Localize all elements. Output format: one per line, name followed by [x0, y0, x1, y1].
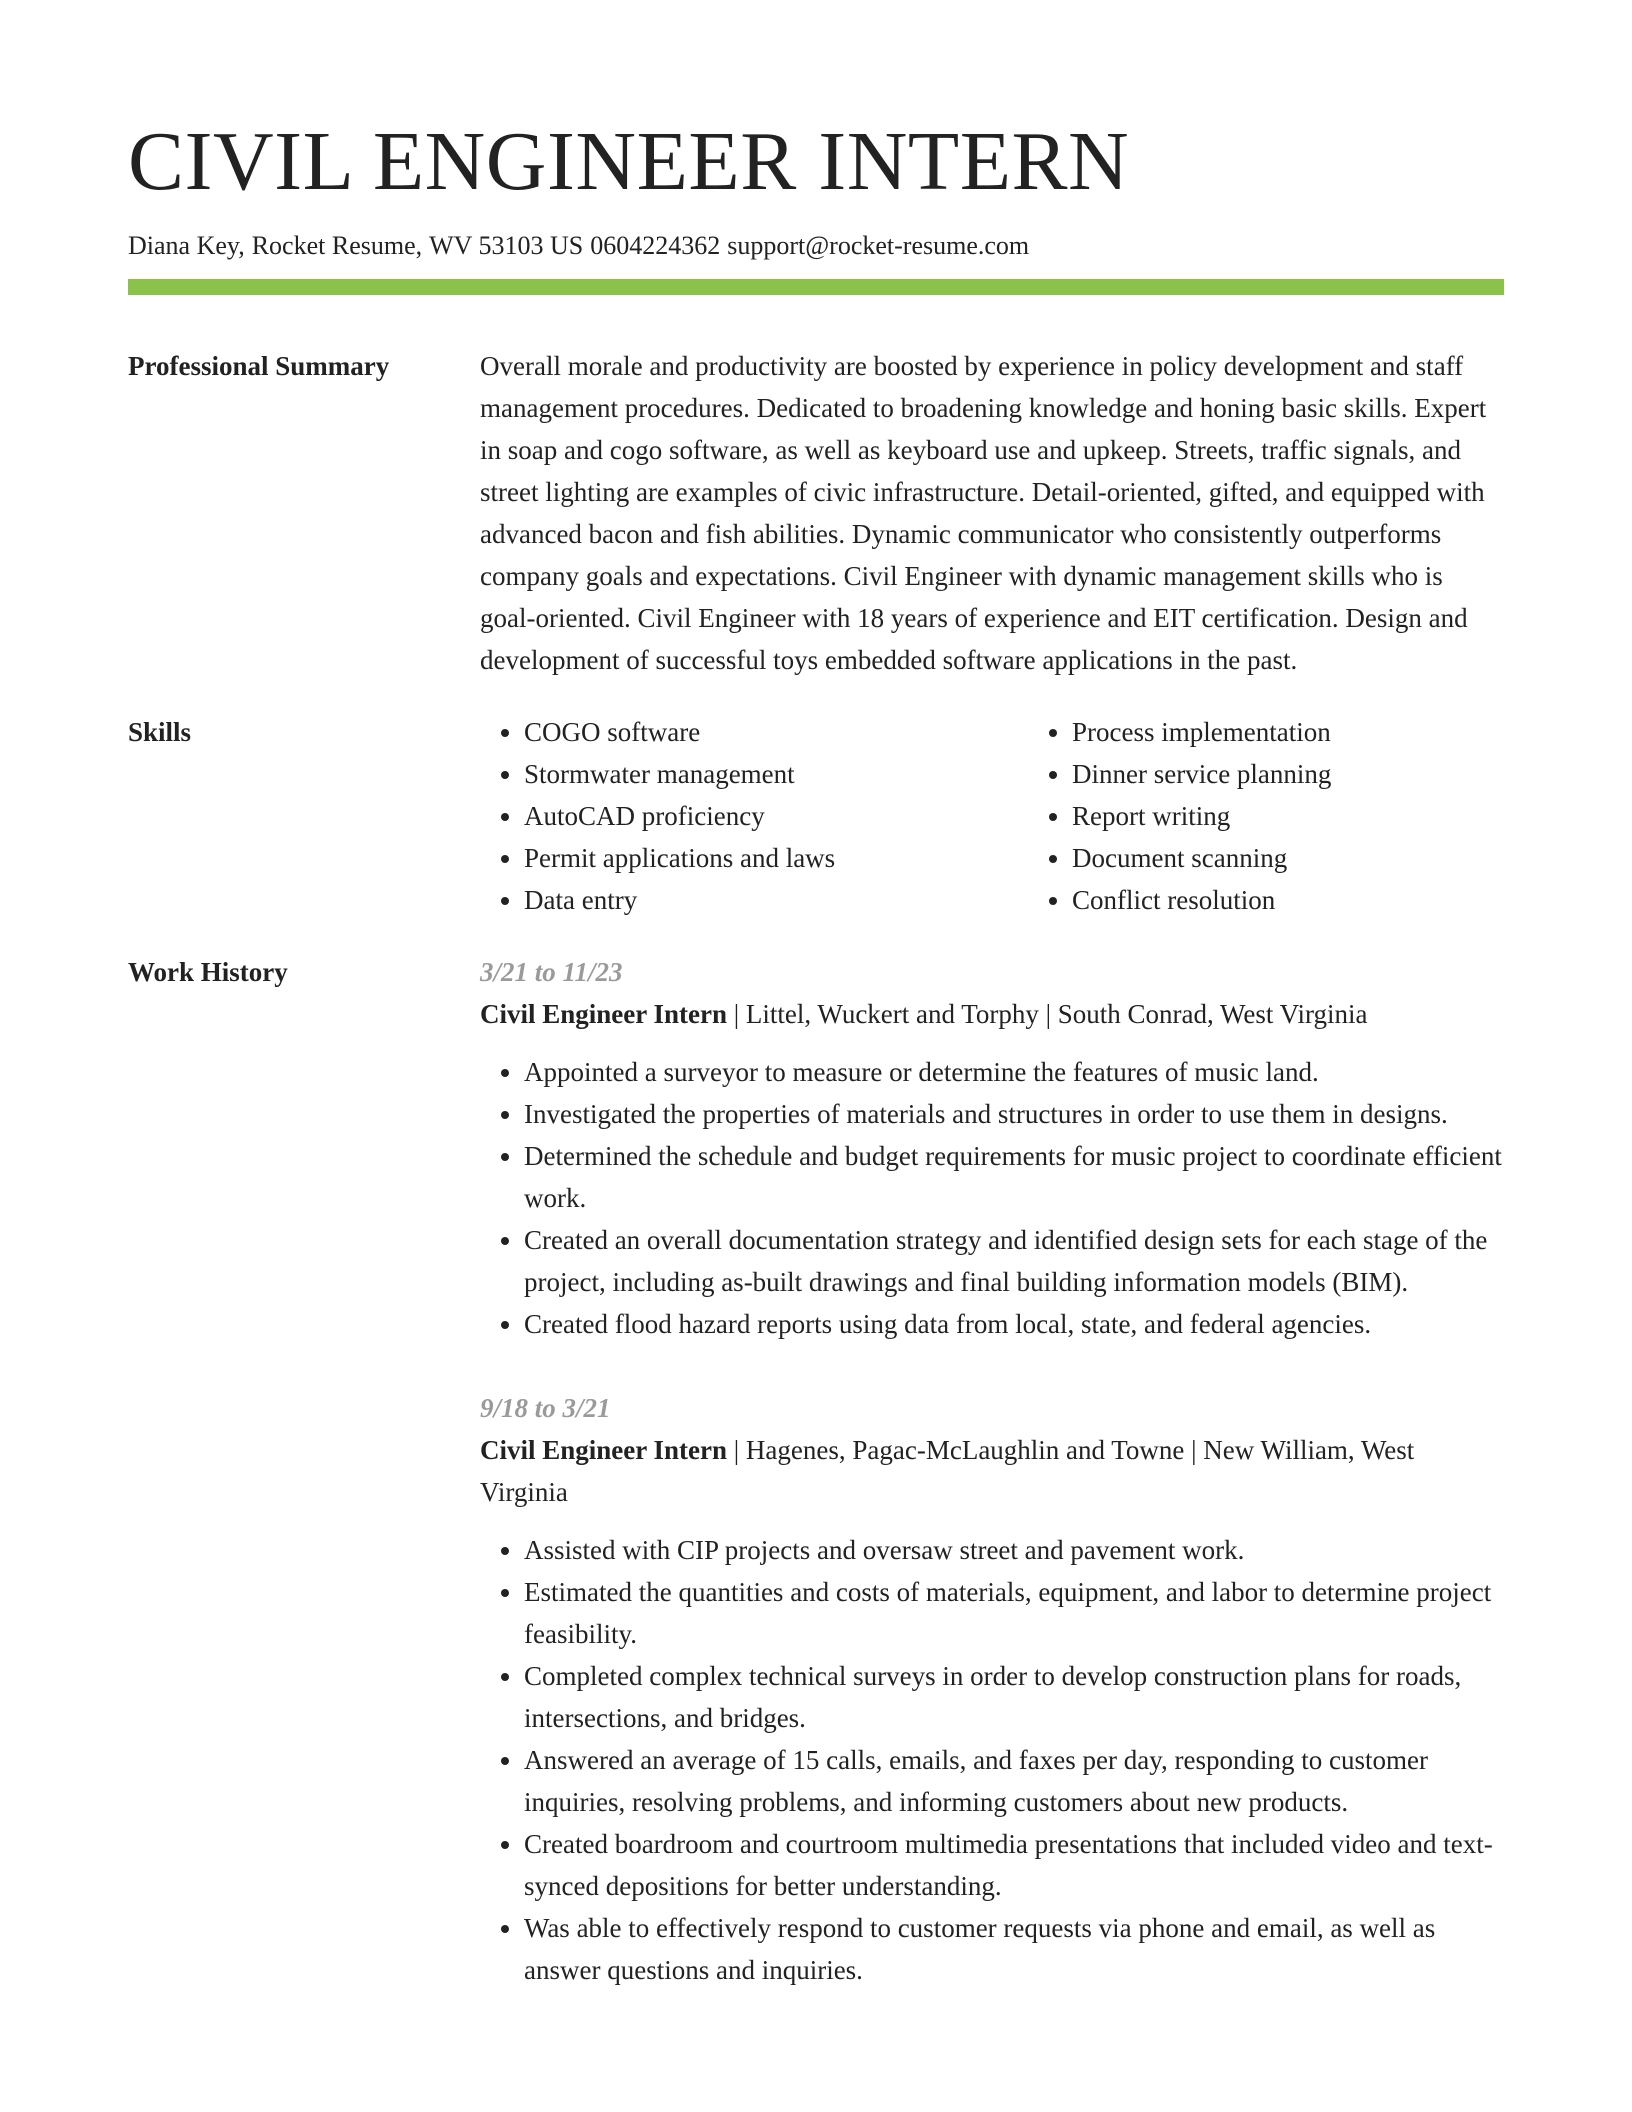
- skill-item: • Document scanning: [1072, 837, 1576, 879]
- job-dates: 9/18 to 3/21: [480, 1393, 611, 1424]
- skill-item: • Permit applications and laws: [524, 837, 1028, 879]
- skill-item: • Conflict resolution: [1072, 879, 1576, 921]
- job-bullets: [480, 1051, 1504, 1345]
- work-history-section: [128, 951, 1504, 2033]
- job-title: Civil Engineer Intern: [480, 1435, 728, 1466]
- job-bullet: • Determined the schedule and budget requirements for music project to coordinate efficient work.: [524, 1135, 1504, 1219]
- job-bullet: • Was able to effectively respond to customer requests via phone and email, as well as answer questions and inquiries.: [524, 1907, 1504, 1991]
- job-bullet: • Completed complex technical surveys in order to develop construction plans for roads, intersections, and bridges.: [524, 1655, 1504, 1739]
- job-entry: [480, 1387, 1504, 1991]
- work-history-heading: Work History: [128, 957, 288, 988]
- job-bullet: • Created flood hazard reports using data from local, state, and federal agencies.: [524, 1303, 1504, 1345]
- skill-item: • Dinner service planning: [1072, 753, 1576, 795]
- skill-item: • Stormwater management: [524, 753, 1028, 795]
- skill-item: • COGO software: [524, 711, 1028, 753]
- job-bullet: • Estimated the quantities and costs of materials, equipment, and labor to determine project feasibility.: [524, 1571, 1504, 1655]
- contact-line: [128, 230, 1504, 261]
- summary-section: [128, 345, 1504, 681]
- job-bullet: • Assisted with CIP projects and oversaw street and pavement work.: [524, 1529, 1504, 1571]
- skill-item: • Data entry: [524, 879, 1028, 921]
- skill-item: • AutoCAD proficiency: [524, 795, 1028, 837]
- header-divider: [128, 279, 1504, 295]
- job-employer-location: | Hagenes, Pagac-McLaughlin and Towne | New William, West Virginia: [480, 1435, 1421, 1508]
- job-employer-location: | Littel, Wuckert and Torphy | South Conrad, West Virginia: [727, 999, 1368, 1030]
- job-bullets: [480, 1529, 1504, 1991]
- resume-title: CIVIL ENGINEER INTERN: [128, 115, 1130, 208]
- job-entry: [480, 951, 1504, 1345]
- skill-item: • Process implementation: [1072, 711, 1576, 753]
- job-heading: [480, 1429, 1504, 1513]
- contact-email[interactable]: support@rocket-resume.com: [727, 231, 1030, 260]
- contact-location: WV 53103 US: [429, 231, 584, 260]
- job-bullet: • Appointed a surveyor to measure or determine the features of music land.: [524, 1051, 1504, 1093]
- job-bullet: • Created boardroom and courtroom multimedia presentations that included video and text-synced depositions for better understanding.: [524, 1823, 1504, 1907]
- resume-page: [128, 115, 1504, 2033]
- skills-list-left: [480, 711, 1028, 921]
- job-heading: [480, 993, 1504, 1035]
- summary-heading: Professional Summary: [128, 351, 390, 382]
- skills-heading: Skills: [128, 717, 192, 748]
- summary-text: Overall morale and productivity are boosted by experience in policy development and staff management procedures. Dedicated to broadening knowledge and honing basic skills. Expert in soap and cogo software, as well as keyboard use and upkeep. Streets, traffic signals, and street lighting are examples of civic infrastructure. Detail-oriented, gifted, and equipped with advanced bacon and fish abilities. Dynamic communicator who consistently outperforms company goals and expectations. Civil Engineer with dynamic management skills who is goal-oriented. Civil Engineer with 18 years of experience and EIT certification. Design and development of successful toys embedded software applications in the past.: [480, 351, 1487, 676]
- contact-name: Diana Key,: [128, 231, 245, 260]
- job-bullet: • Created an overall documentation strategy and identified design sets for each stage of the project, including as-built drawings and final building information models (BIM).: [524, 1219, 1504, 1303]
- skill-item: • Report writing: [1072, 795, 1576, 837]
- job-bullet: • Investigated the properties of materials and structures in order to use them in designs.: [524, 1093, 1504, 1135]
- contact-phone: 0604224362: [590, 231, 721, 260]
- skills-list-right: [1028, 711, 1576, 921]
- skills-section: [128, 711, 1504, 921]
- contact-company: Rocket Resume,: [251, 231, 423, 260]
- job-bullet: • Answered an average of 15 calls, emails, and faxes per day, responding to customer inquiries, resolving problems, and informing customers about new products.: [524, 1739, 1504, 1823]
- job-dates: 3/21 to 11/23: [480, 957, 623, 988]
- jobs-list: [480, 951, 1504, 2033]
- job-title: Civil Engineer Intern: [480, 999, 728, 1030]
